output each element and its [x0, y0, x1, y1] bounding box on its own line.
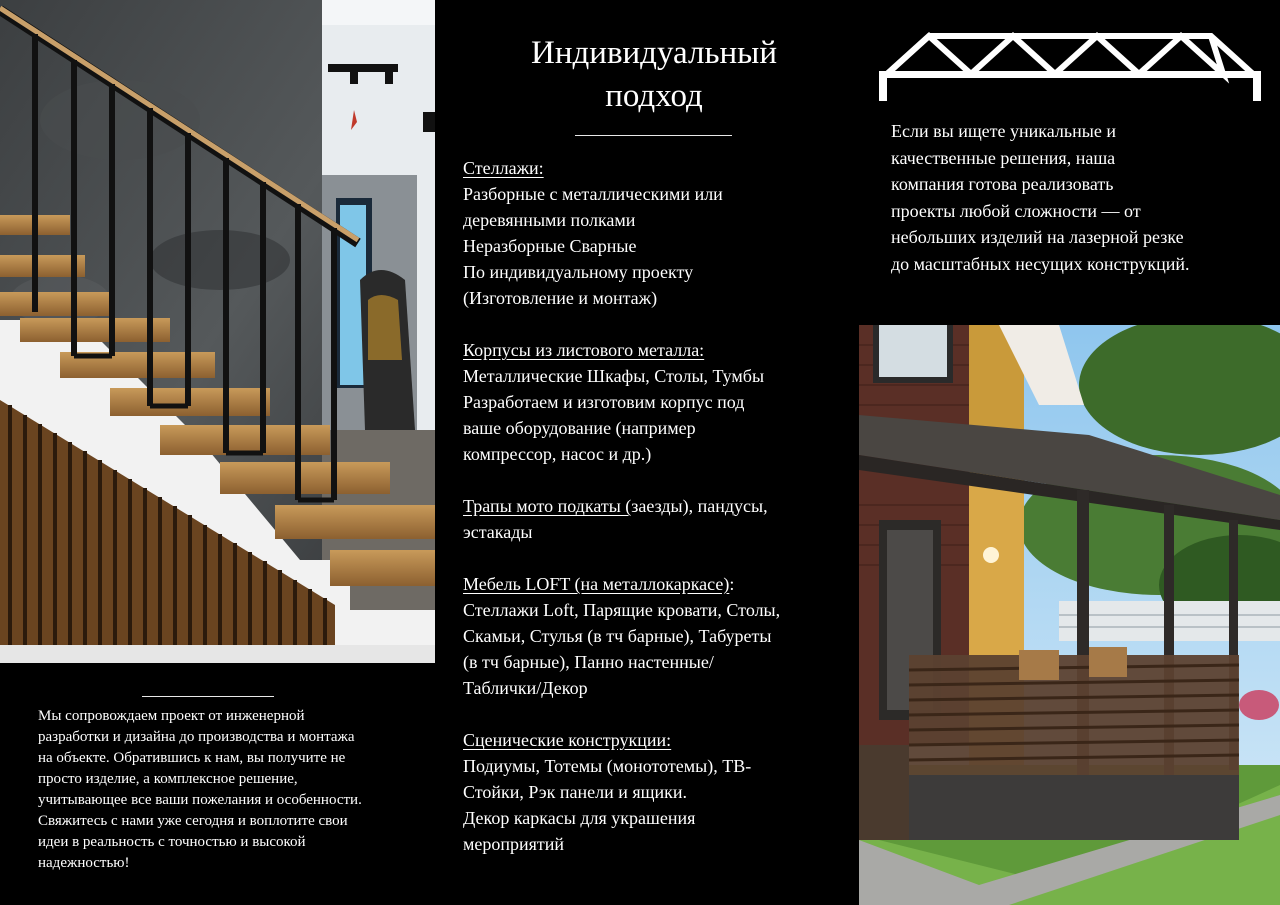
service-line: ваше оборудование (например [463, 418, 696, 438]
service-line: эстакады [463, 522, 533, 542]
service-section-title-row [463, 493, 853, 519]
service-line: Подиумы, Тотемы (монототемы), ТВ- [463, 756, 752, 776]
intro-line: компания готова реализовать [891, 174, 1114, 194]
service-section-shelving [463, 155, 853, 311]
bottom-line: просто изделие, а комплексное решение, [38, 771, 298, 787]
service-section-title: Трапы мото подкаты ( [463, 496, 632, 516]
service-line: (в тч барные), Панно настенные/ [463, 652, 714, 672]
intro-line: качественные решения, наша [891, 147, 1116, 168]
bottom-line: надежностью! [38, 855, 130, 871]
staircase-photo [0, 0, 435, 663]
page-title-line2: подход [605, 78, 703, 114]
service-line: Разработаем и изготовим корпус под [463, 392, 745, 412]
service-line: Стеллажи Loft, Парящие кровати, Столы, [463, 600, 781, 620]
service-section-title-rest: : [729, 574, 735, 594]
service-section-title-row [463, 571, 853, 597]
service-section-ramps [463, 493, 853, 545]
intro-line: Если вы ищете уникальные и [891, 121, 1116, 141]
bottom-line: идеи в реальность с точностью и высокой [38, 834, 306, 850]
page-title [470, 32, 838, 118]
bottom-divider [142, 696, 274, 697]
bottom-line: Мы сопровождаем проект от инженерной [38, 708, 305, 724]
service-line: Скамьи, Стулья (в тч барные), Табуреты [463, 626, 772, 646]
roof-truss-icon [879, 30, 1261, 102]
service-line: Разборные с металлическими или [463, 184, 723, 204]
service-line: Неразборные Сварные [463, 236, 637, 256]
bottom-line: на объекте. Обратившись к нам, вы получите не [38, 750, 346, 766]
service-line: Таблички/Декор [463, 678, 588, 698]
service-line: мероприятий [463, 834, 565, 854]
service-line: Декор каркасы для украшения [463, 808, 696, 828]
service-section-stage [463, 727, 853, 857]
service-section-title: Сценические конструкции: [463, 730, 672, 750]
service-section-title: Корпусы из листового металла: [463, 340, 705, 360]
heading-divider [575, 135, 732, 136]
service-section-title-rest: заезды), пандусы, [631, 496, 768, 516]
service-section-loft-furniture [463, 571, 853, 701]
bottom-line: учитывающее все ваши пожелания и особенности. [38, 792, 362, 808]
bottom-line: разработки и дизайна до производства и монтажа [38, 729, 355, 745]
service-section-title: Мебель LOFT (на металлокаркасе) [463, 574, 730, 594]
service-line: (Изготовление и монтаж) [463, 288, 658, 308]
service-section-title: Стеллажи: [463, 158, 544, 178]
services-list [463, 155, 853, 883]
service-line: По индивидуальному проекту [463, 262, 694, 282]
service-line: Металлические Шкафы, Столы, Тумбы [463, 366, 765, 386]
intro-line: до масштабных несущих конструкций. [891, 253, 1190, 274]
bottom-line: Свяжитесь с нами уже сегодня и воплотите свои [38, 813, 348, 829]
bottom-text [38, 706, 433, 874]
service-line: компрессор, насос и др.) [463, 444, 652, 464]
intro-text [891, 118, 1276, 277]
service-line: Стойки, Рэк панели и ящики. [463, 782, 687, 802]
service-section-enclosures [463, 337, 853, 467]
intro-line: небольших изделий на лазерной резке [891, 227, 1184, 247]
page-title-line1: Индивидуальный [531, 35, 777, 71]
house-terrace-photo [859, 325, 1280, 905]
service-line: деревянными полками [463, 210, 636, 230]
intro-line: проекты любой сложности — от [891, 200, 1141, 221]
